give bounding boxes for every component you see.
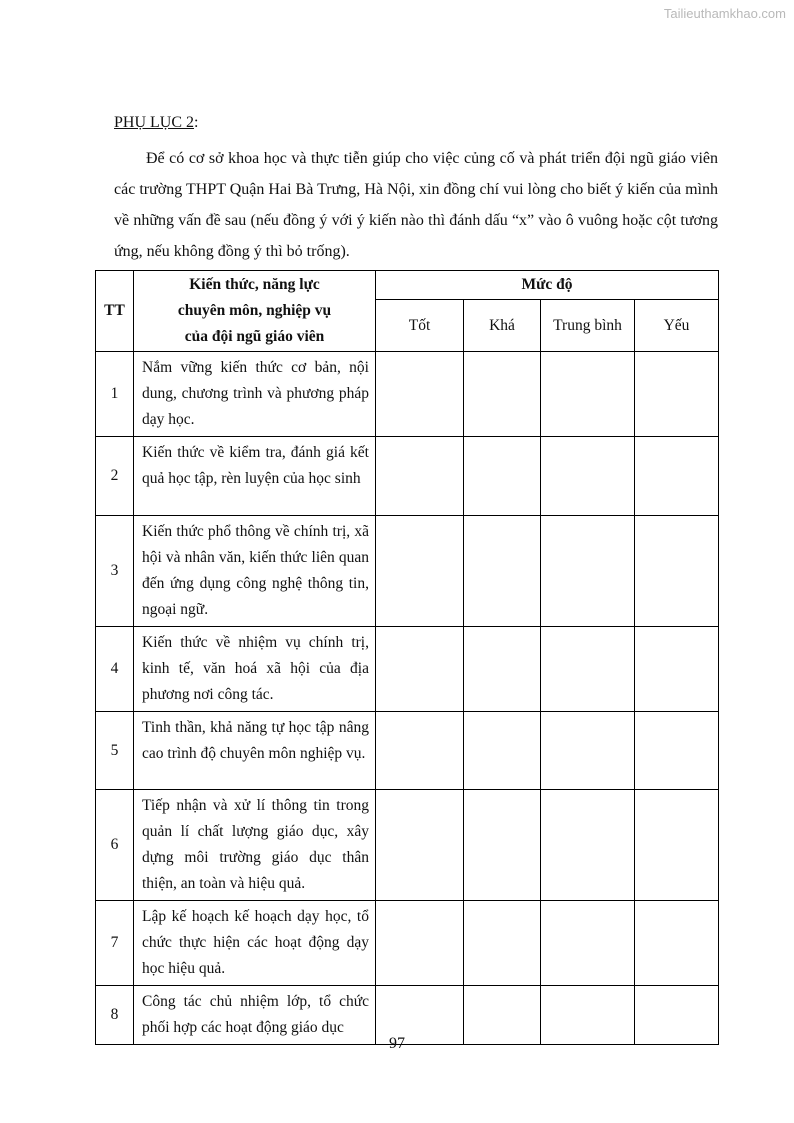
table-row: [96, 901, 719, 986]
row-number: 8: [96, 986, 134, 1045]
col-content-header-line-1: Kiến thức, năng lực: [189, 276, 320, 293]
cell-fair[interactable]: [464, 712, 541, 790]
page-number: 97: [389, 1035, 405, 1052]
cell-good[interactable]: [376, 627, 464, 712]
table-header-row: [96, 271, 719, 300]
row-content: Tiếp nhận và xử lí thông tin trong quản lí chất lượng giáo dục, xây dựng môi trường giáo dục thân thiện, an toàn và hiệu quả.: [134, 790, 376, 901]
cell-weak[interactable]: [635, 516, 719, 627]
cell-fair[interactable]: [464, 627, 541, 712]
cell-good[interactable]: [376, 516, 464, 627]
cell-fair[interactable]: [464, 437, 541, 516]
cell-average[interactable]: [541, 790, 635, 901]
cell-weak[interactable]: [635, 901, 719, 986]
cell-fair[interactable]: [464, 516, 541, 627]
level-weak-header: Yếu: [635, 300, 719, 352]
row-number: 6: [96, 790, 134, 901]
col-content-header-line-2: chuyên môn, nghiệp vụ: [177, 302, 332, 319]
appendix-heading: [114, 114, 198, 132]
intro-paragraph: Để có cơ sở khoa học và thực tiễn giúp cho việc củng cố và phát triển đội ngũ giáo viên các trường THPT Quận Hai Bà Trưng, Hà Nội, xin đồng chí vui lòng cho biết ý kiến của mình về những vấn đề sau (nếu đồng ý với ý kiến nào thì đánh dấu “x” vào ô vuông hoặc cột tương ứng, nếu không đồng ý thì bỏ trống).: [114, 150, 718, 260]
table-row: [96, 712, 719, 790]
cell-average[interactable]: [541, 901, 635, 986]
row-content: Công tác chủ nhiệm lớp, tổ chức phối hợp các hoạt động giáo dục: [134, 986, 376, 1045]
appendix-heading-text: PHỤ LỤC 2: [114, 114, 195, 131]
cell-average[interactable]: [541, 627, 635, 712]
row-number: 2: [96, 437, 134, 516]
table-row: [96, 437, 719, 516]
row-number: 1: [96, 352, 134, 437]
table-row: [96, 352, 719, 437]
cell-average[interactable]: [541, 516, 635, 627]
cell-fair[interactable]: [464, 790, 541, 901]
cell-weak[interactable]: [635, 437, 719, 516]
cell-average[interactable]: [541, 712, 635, 790]
cell-fair[interactable]: [464, 901, 541, 986]
cell-weak[interactable]: [635, 790, 719, 901]
row-content: Nắm vững kiến thức cơ bản, nội dung, chương trình và phương pháp dạy học.: [134, 352, 376, 437]
cell-fair[interactable]: [464, 352, 541, 437]
table-row: [96, 516, 719, 627]
cell-weak[interactable]: [635, 627, 719, 712]
cell-good[interactable]: [376, 901, 464, 986]
row-number: 7: [96, 901, 134, 986]
cell-good[interactable]: [376, 712, 464, 790]
row-content: Kiến thức về nhiệm vụ chính trị, kinh tế, văn hoá xã hội của địa phương nơi công tác.: [134, 627, 376, 712]
cell-weak[interactable]: [635, 352, 719, 437]
col-level-header: Mức độ: [376, 271, 719, 300]
cell-good[interactable]: [376, 352, 464, 437]
survey-table: [95, 270, 719, 1045]
row-number: 3: [96, 516, 134, 627]
row-content: Tinh thần, khả năng tự học tập nâng cao trình độ chuyên môn nghiệp vụ.: [134, 712, 376, 790]
col-content-header: [134, 271, 376, 352]
watermark: Tailieuthamkhao.com: [663, 6, 786, 21]
row-number: 5: [96, 712, 134, 790]
table-row: [96, 627, 719, 712]
col-content-header-line-3: của đội ngũ giáo viên: [184, 328, 325, 345]
cell-average[interactable]: [541, 352, 635, 437]
table-row: [96, 790, 719, 901]
row-number: 4: [96, 627, 134, 712]
level-fair-header: Khá: [464, 300, 541, 352]
cell-good[interactable]: [376, 790, 464, 901]
level-good-header: Tốt: [376, 300, 464, 352]
level-average-header: Trung bình: [541, 300, 635, 352]
cell-good[interactable]: [376, 437, 464, 516]
cell-average[interactable]: [541, 437, 635, 516]
row-content: Kiến thức phổ thông về chính trị, xã hội và nhân văn, kiến thức liên quan đến ứng dụng công nghệ thông tin, ngoại ngữ.: [134, 516, 376, 627]
row-content: Lập kế hoạch kế hoạch dạy học, tổ chức thực hiện các hoạt động dạy học hiệu quả.: [134, 901, 376, 986]
row-content: Kiến thức về kiểm tra, đánh giá kết quả học tập, rèn luyện của học sinh: [134, 437, 376, 516]
col-tt-header: TT: [96, 271, 134, 352]
appendix-heading-colon: :: [194, 114, 199, 131]
cell-weak[interactable]: [635, 712, 719, 790]
